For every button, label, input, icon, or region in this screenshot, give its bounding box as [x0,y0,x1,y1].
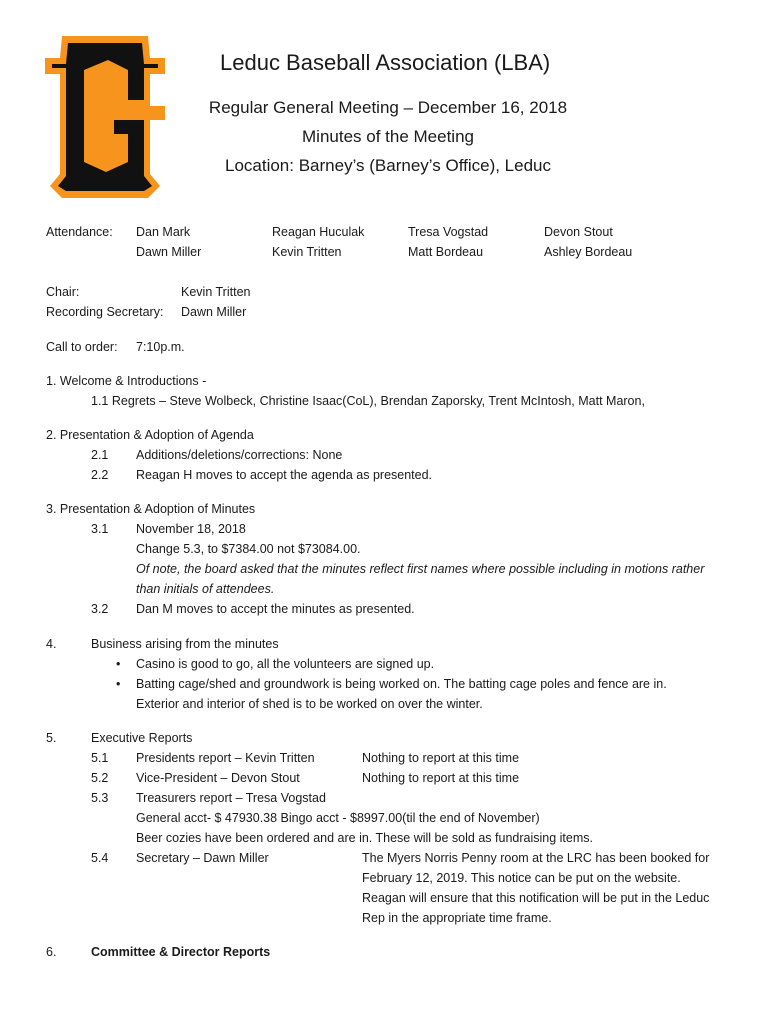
location-line: Location: Barney’s (Barney’s Office), Leduc [224,156,551,175]
attendance-label: Attendance: [46,225,113,239]
item-number: 2.2 [91,468,109,482]
section-2-heading: 2. Presentation & Adoption of Agenda [46,428,254,442]
minutes-change: Change 5.3, to $7384.00 not $73084.00. [136,542,361,556]
treasurer-note: Beer cozies have been ordered and are in. These will be sold as fundraising items. [136,831,593,845]
report-name: Presidents report – Kevin Tritten [136,751,315,765]
minutes-motion: Dan M moves to accept the minutes as presented. [136,602,415,616]
bullet-icon [116,674,120,694]
secretary-note: Reagan will ensure that this notification will be put in the Leduc [362,891,710,905]
attendee: Devon Stout [544,225,613,239]
treasurer-accounts: General acct- $ 47930.38 Bingo acct - $8997.00(til the end of November) [136,811,540,825]
business-item: Casino is good to go, all the volunteers are signed up. [136,657,435,671]
report-note: Nothing to report at this time [362,771,520,785]
board-note: Of note, the board asked that the minutes reflect first names where possible including in motions rather [136,562,705,576]
secretary-name: Dawn Miller [181,305,247,319]
item-number: 3.2 [91,602,109,616]
minutes-date: November 18, 2018 [136,522,246,536]
report-name: Secretary – Dawn Miller [136,851,269,865]
attendee: Dawn Miller [136,245,202,259]
document-title: Leduc Baseball Association (LBA) [220,50,551,75]
attendee: Reagan Huculak [272,225,365,239]
section-4-heading: Business arising from the minutes [91,637,279,651]
item-number: 5.1 [91,751,109,765]
item-number: 5.3 [91,791,109,805]
secretary-note: February 12, 2019. This notice can be put on the website. [362,871,681,885]
section-1-heading: 1. Welcome & Introductions - [46,374,207,388]
regrets-line: 1.1 Regrets – Steve Wolbeck, Christine Isaac(CoL), Brendan Zaporsky, Trent McIntosh, Matt Maron, [91,394,645,408]
report-name: Treasurers report – Tresa Vogstad [136,791,326,805]
item-number: 5.4 [91,851,109,865]
bullet-icon [116,654,120,674]
lba-g-logo [44,34,166,200]
business-item: Batting cage/shed and groundwork is being worked on. The batting cage poles and fence are in. [136,677,667,691]
chair-name: Kevin Tritten [181,285,251,299]
item-number: 3.1 [91,522,109,536]
call-to-order-time: 7:10p.m. [136,340,185,354]
section-3-heading: 3. Presentation & Adoption of Minutes [46,502,256,516]
attendee: Tresa Vogstad [408,225,489,239]
report-name: Vice-President – Devon Stout [136,771,300,785]
secretary-note: Rep in the appropriate time frame. [362,911,552,925]
minutes-subtitle: Minutes of the Meeting [302,127,474,146]
agenda-item: Reagan H moves to accept the agenda as presented. [136,468,433,482]
section-5-heading: Executive Reports [91,731,193,745]
section-6-number: 6. [46,945,57,959]
board-note-continued: than initials of attendees. [136,582,275,596]
secretary-note: The Myers Norris Penny room at the LRC has been booked for [362,851,710,865]
call-to-order-label: Call to order: [46,340,118,354]
attendee: Matt Bordeau [408,245,484,259]
item-number: 2.1 [91,448,109,462]
business-item-continued: Exterior and interior of shed is to be worked on over the winter. [136,697,483,711]
chair-label: Chair: [46,285,80,299]
secretary-label: Recording Secretary: [46,305,164,319]
item-number: 5.2 [91,771,109,785]
attendee: Dan Mark [136,225,191,239]
report-note: Nothing to report at this time [362,751,520,765]
meeting-title: Regular General Meeting – December 16, 2018 [208,98,568,117]
section-6-heading: Committee & Director Reports [91,945,271,959]
attendee: Ashley Bordeau [544,245,633,259]
attendee: Kevin Tritten [272,245,342,259]
agenda-item: Additions/deletions/corrections: None [136,448,343,462]
section-4-number: 4. [46,637,57,651]
section-5-number: 5. [46,731,57,745]
